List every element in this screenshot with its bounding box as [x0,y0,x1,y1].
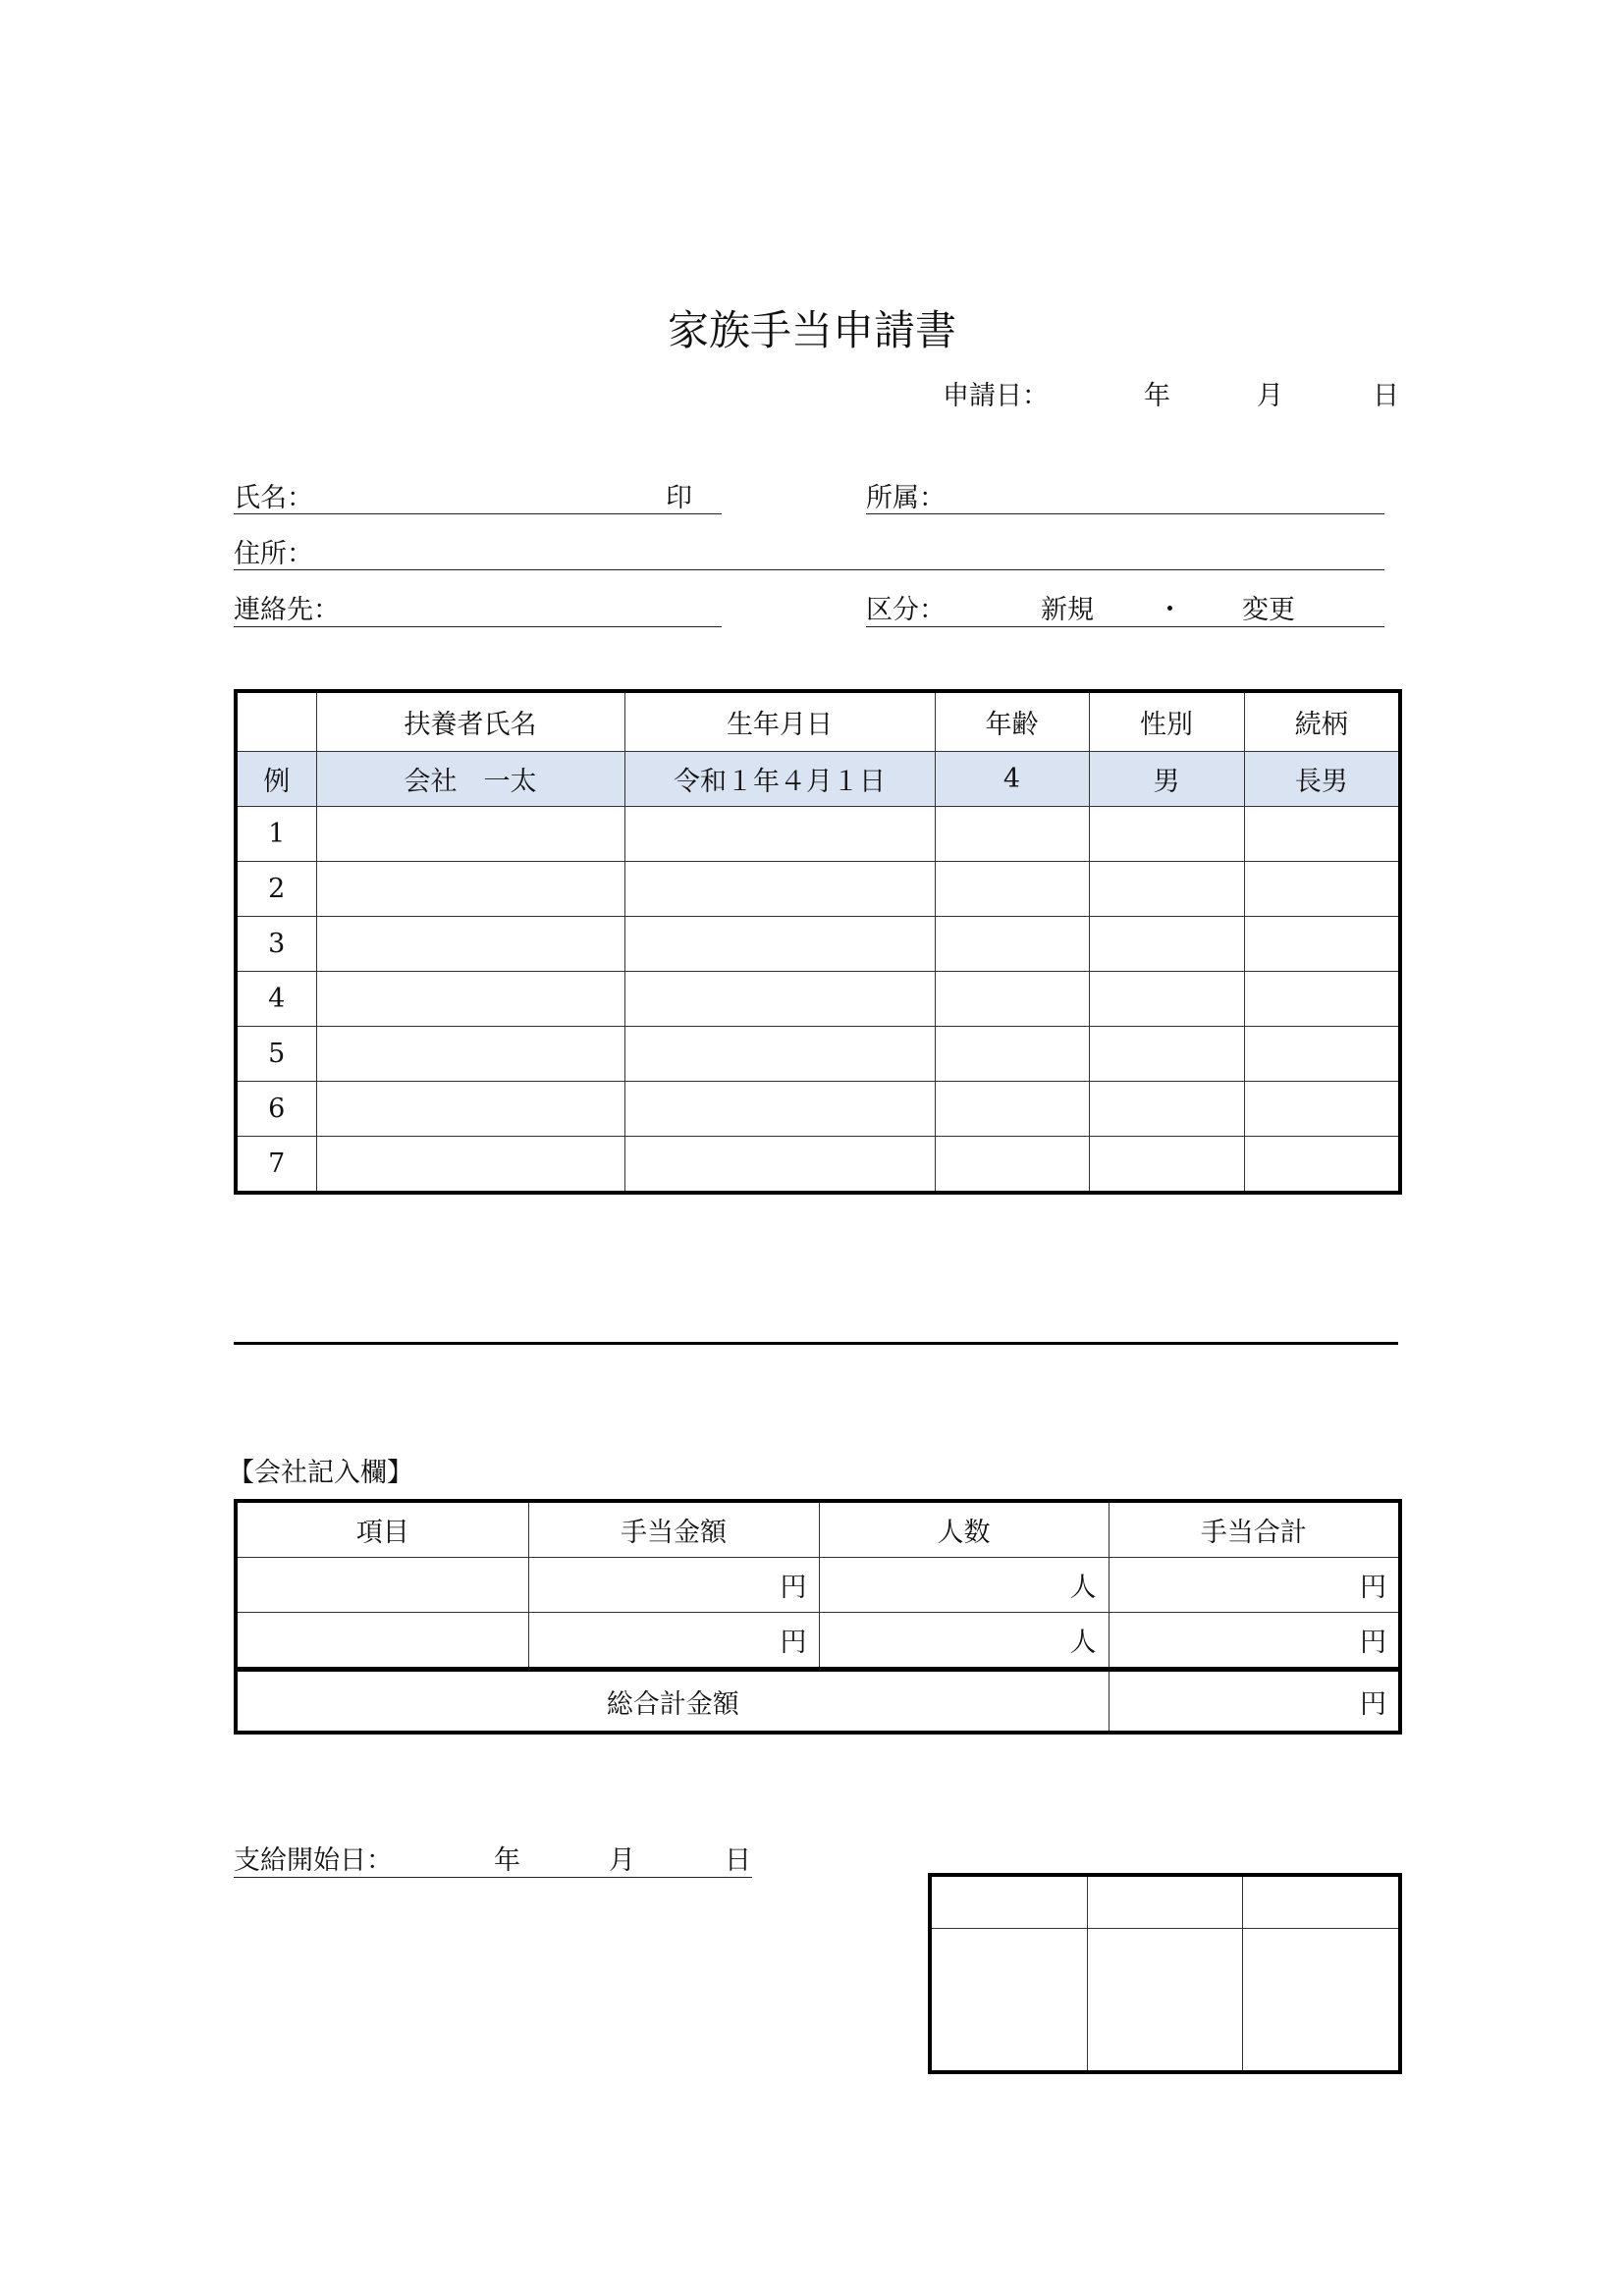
input-cell[interactable] [935,1027,1089,1082]
row-number: 3 [236,917,316,972]
input-cell[interactable] [1244,1027,1400,1082]
table-header-row [236,691,1400,752]
row-number: 2 [236,862,316,917]
input-cell[interactable] [1089,1082,1244,1137]
address-label: 住所： [234,539,313,569]
input-cell[interactable] [1244,972,1400,1027]
input-cell[interactable] [935,807,1089,862]
company-section-label: 【会社記入欄】 [228,1458,413,1488]
input-cell[interactable] [624,862,935,917]
stamp-cell[interactable] [1087,1929,1242,2073]
payment-start-field-line [234,1877,752,1878]
payment-start-month[interactable]: 月 [609,1845,635,1876]
header-cell [236,691,316,752]
input-cell[interactable] [935,862,1089,917]
contact-field[interactable] [234,626,722,627]
example-cell: 長男 [1244,752,1400,807]
table-row [236,1137,1400,1194]
item-cell[interactable] [236,1613,528,1670]
page-title: 家族手当申請書 [667,306,956,354]
input-cell[interactable] [624,972,935,1027]
section-divider [234,1342,1398,1345]
input-cell[interactable] [1089,1027,1244,1082]
row-number: 1 [236,807,316,862]
input-cell[interactable] [1089,1137,1244,1194]
category-new-option[interactable]: 新規 [1041,595,1094,625]
company-table [234,1499,1402,1735]
payment-start-day[interactable]: 日 [725,1845,751,1876]
header-cell: 性別 [1089,691,1244,752]
application-date-label: 申請日： [943,381,1049,411]
header-cell: 手当合計 [1109,1501,1400,1558]
count-cell[interactable]: 人 [819,1558,1109,1613]
input-cell[interactable] [316,917,624,972]
input-cell[interactable] [624,807,935,862]
input-cell[interactable] [1089,972,1244,1027]
contact-label: 連絡先： [234,595,340,625]
input-cell[interactable] [935,917,1089,972]
seal-mark: 印 [666,483,692,513]
row-number: 5 [236,1027,316,1082]
input-cell[interactable] [1089,807,1244,862]
application-date-year[interactable]: 年 [1144,381,1170,411]
header-cell: 続柄 [1244,691,1400,752]
input-cell[interactable] [935,1137,1089,1194]
example-cell: 会社 一太 [316,752,624,807]
example-cell: 男 [1089,752,1244,807]
example-cell: 令和１年４月１日 [624,752,935,807]
stamp-header-cell [1087,1875,1242,1929]
input-cell[interactable] [316,1027,624,1082]
input-cell[interactable] [624,1027,935,1082]
header-cell: 年齢 [935,691,1089,752]
header-cell: 扶養者氏名 [316,691,624,752]
approval-stamp-box [928,1873,1402,2074]
stamp-header-cell [1242,1875,1400,1929]
table-row [236,807,1400,862]
total-label: 総合計金額 [236,1670,1109,1734]
input-cell[interactable] [316,807,624,862]
row-number: 7 [236,1137,316,1194]
example-row [236,752,1400,807]
table-row [236,1082,1400,1137]
affiliation-field[interactable] [866,513,1384,514]
name-label: 氏名： [234,483,313,513]
dependents-table [234,689,1402,1195]
example-cell: 例 [236,752,316,807]
application-date-month[interactable]: 月 [1257,381,1283,411]
input-cell[interactable] [316,1137,624,1194]
stamp-header-cell [930,1875,1087,1929]
input-cell[interactable] [935,1082,1089,1137]
category-separator: ・ [1157,595,1183,625]
header-cell: 手当金額 [528,1501,819,1558]
count-cell[interactable]: 人 [819,1613,1109,1670]
table-row [236,1558,1400,1613]
input-cell[interactable] [935,972,1089,1027]
input-cell[interactable] [1244,1082,1400,1137]
table-row [236,917,1400,972]
category-label: 区分： [866,595,946,625]
input-cell[interactable] [316,972,624,1027]
table-header-row [236,1501,1400,1558]
input-cell[interactable] [624,917,935,972]
amount-cell[interactable]: 円 [528,1558,819,1613]
header-cell: 項目 [236,1501,528,1558]
row-number: 6 [236,1082,316,1137]
input-cell[interactable] [1089,862,1244,917]
stamp-cell[interactable] [1242,1929,1400,2073]
table-row [236,972,1400,1027]
example-cell: 4 [935,752,1089,807]
row-number: 4 [236,972,316,1027]
input-cell[interactable] [1244,807,1400,862]
input-cell[interactable] [316,862,624,917]
table-row [236,1027,1400,1082]
payment-start-label: 支給開始日： [234,1845,393,1876]
item-cell[interactable] [236,1558,528,1613]
table-row [236,1613,1400,1670]
total-amount-cell[interactable]: 円 [1109,1670,1400,1734]
stamp-cell[interactable] [930,1929,1087,2073]
name-field[interactable] [234,513,722,514]
input-cell[interactable] [316,1082,624,1137]
payment-start-year[interactable]: 年 [494,1845,520,1876]
subtotal-cell[interactable]: 円 [1109,1558,1400,1613]
amount-cell[interactable]: 円 [528,1613,819,1670]
input-cell[interactable] [1244,862,1400,917]
table-row [236,862,1400,917]
input-cell[interactable] [1244,917,1400,972]
application-date-day[interactable]: 日 [1373,381,1399,411]
category-field-line [866,626,1384,627]
input-cell[interactable] [1244,1137,1400,1194]
address-field[interactable] [234,569,1384,570]
header-cell: 生年月日 [624,691,935,752]
category-change-option[interactable]: 変更 [1242,595,1295,625]
subtotal-cell[interactable]: 円 [1109,1613,1400,1670]
input-cell[interactable] [1089,917,1244,972]
header-cell: 人数 [819,1501,1109,1558]
input-cell[interactable] [624,1082,935,1137]
total-row [236,1670,1400,1734]
affiliation-label: 所属： [866,483,946,513]
input-cell[interactable] [624,1137,935,1194]
